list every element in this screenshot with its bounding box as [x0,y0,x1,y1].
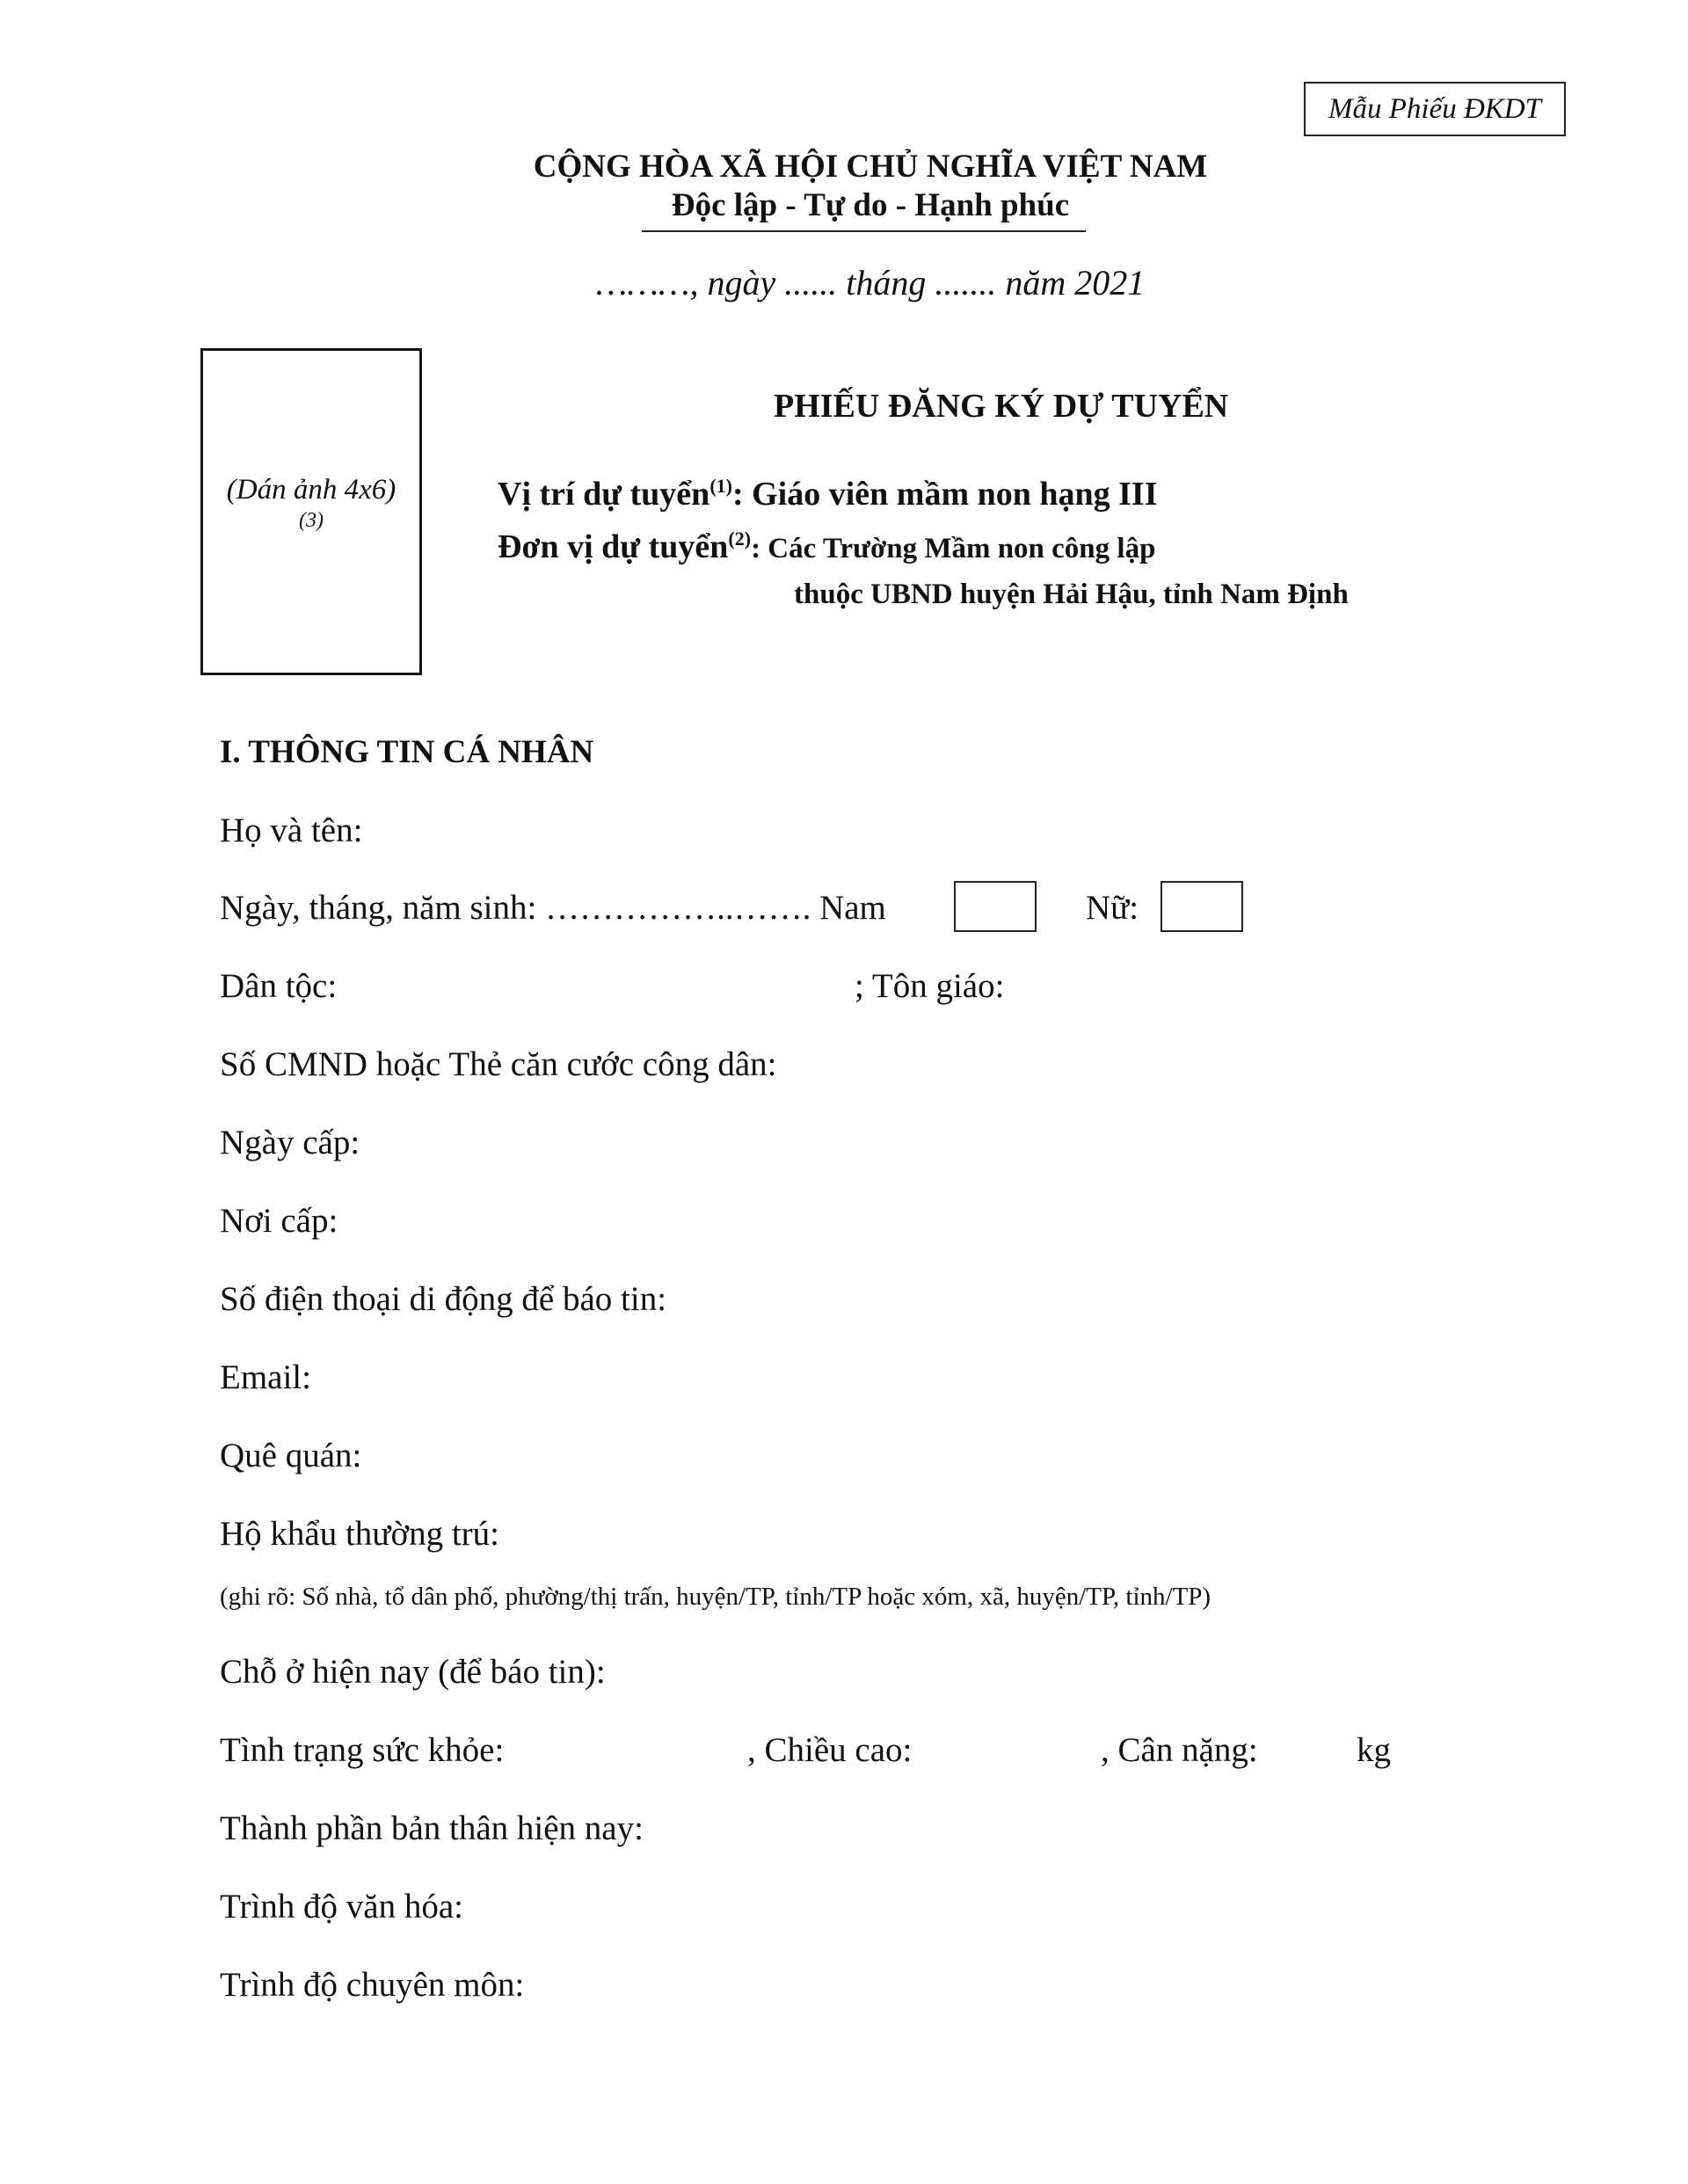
field-email: Email: [220,1358,311,1396]
national-motto: Độc lập - Tự do - Hạnh phúc [671,187,1070,223]
photo-placeholder [200,348,422,675]
unit-value-line1: : Các Trường Mầm non công lập [751,533,1156,564]
field-social-status: Thành phần bản thân hiện nay: [220,1809,644,1847]
checkbox-male[interactable] [954,881,1037,932]
unit-line [498,528,1155,566]
address-note: (ghi rõ: Số nhà, tổ dân phố, phường/thị trấn, huyện/TP, tỉnh/TP hoặc xóm, xã, huyện/TP, tỉnh/TP) [220,1583,1211,1611]
field-weight: , Cân nặng: [1101,1731,1258,1769]
field-religion: ; Tôn giáo: [855,967,1005,1005]
field-height: , Chiều cao: [747,1731,913,1769]
unit-value-line2: thuộc UBND huyện Hải Hậu, tỉnh Nam Định [794,579,1349,610]
field-permanent-address: Hộ khẩu thường trú: [220,1515,499,1553]
field-date-of-birth: Ngày, tháng, năm sinh: ……………..……. Nam [220,889,886,927]
field-hometown: Quê quán: [220,1437,362,1474]
position-line [498,475,1158,513]
unit-footnote: (2) [728,528,752,550]
unit-label: Đơn vị dự tuyển [498,528,729,565]
field-id-number: Số CMND hoặc Thẻ căn cước công dân: [220,1045,777,1083]
photo-label: (Dán ảnh 4x6) [226,474,397,506]
position-label: Vị trí dự tuyển [498,476,710,513]
field-issue-place: Nơi cấp: [220,1202,338,1240]
national-title: CỘNG HÒA XÃ HỘI CHỦ NGHĨA VIỆT NAM [533,149,1208,185]
field-specialization: Trình độ chuyên môn: [220,1966,525,2004]
form-title: PHIẾU ĐĂNG KÝ DỰ TUYỂN [774,388,1229,425]
motto-underline [642,230,1086,232]
form-code-box: Mẫu Phiếu ĐKDT [1304,82,1566,136]
field-issue-date: Ngày cấp: [220,1124,360,1161]
checkbox-female[interactable] [1160,881,1243,932]
field-health: Tình trạng sức khỏe: [220,1731,505,1769]
field-full-name: Họ và tên: [220,812,363,849]
photo-note: (3) [299,509,324,532]
dateline: ………, ngày ...... tháng ....... năm 2021 [595,263,1146,302]
field-weight-unit: kg [1357,1731,1391,1769]
field-phone: Số điện thoại di động để báo tin: [220,1280,667,1318]
field-current-residence: Chỗ ở hiện nay (để báo tin): [220,1653,606,1691]
section-heading-personal-info: I. THÔNG TIN CÁ NHÂN [220,734,594,770]
field-female: Nữ: [1086,889,1139,927]
position-value: : Giáo viên mầm non hạng III [731,476,1158,513]
position-footnote: (1) [709,475,732,497]
field-ethnicity: Dân tộc: [220,967,338,1005]
field-education: Trình độ văn hóa: [220,1888,463,1926]
